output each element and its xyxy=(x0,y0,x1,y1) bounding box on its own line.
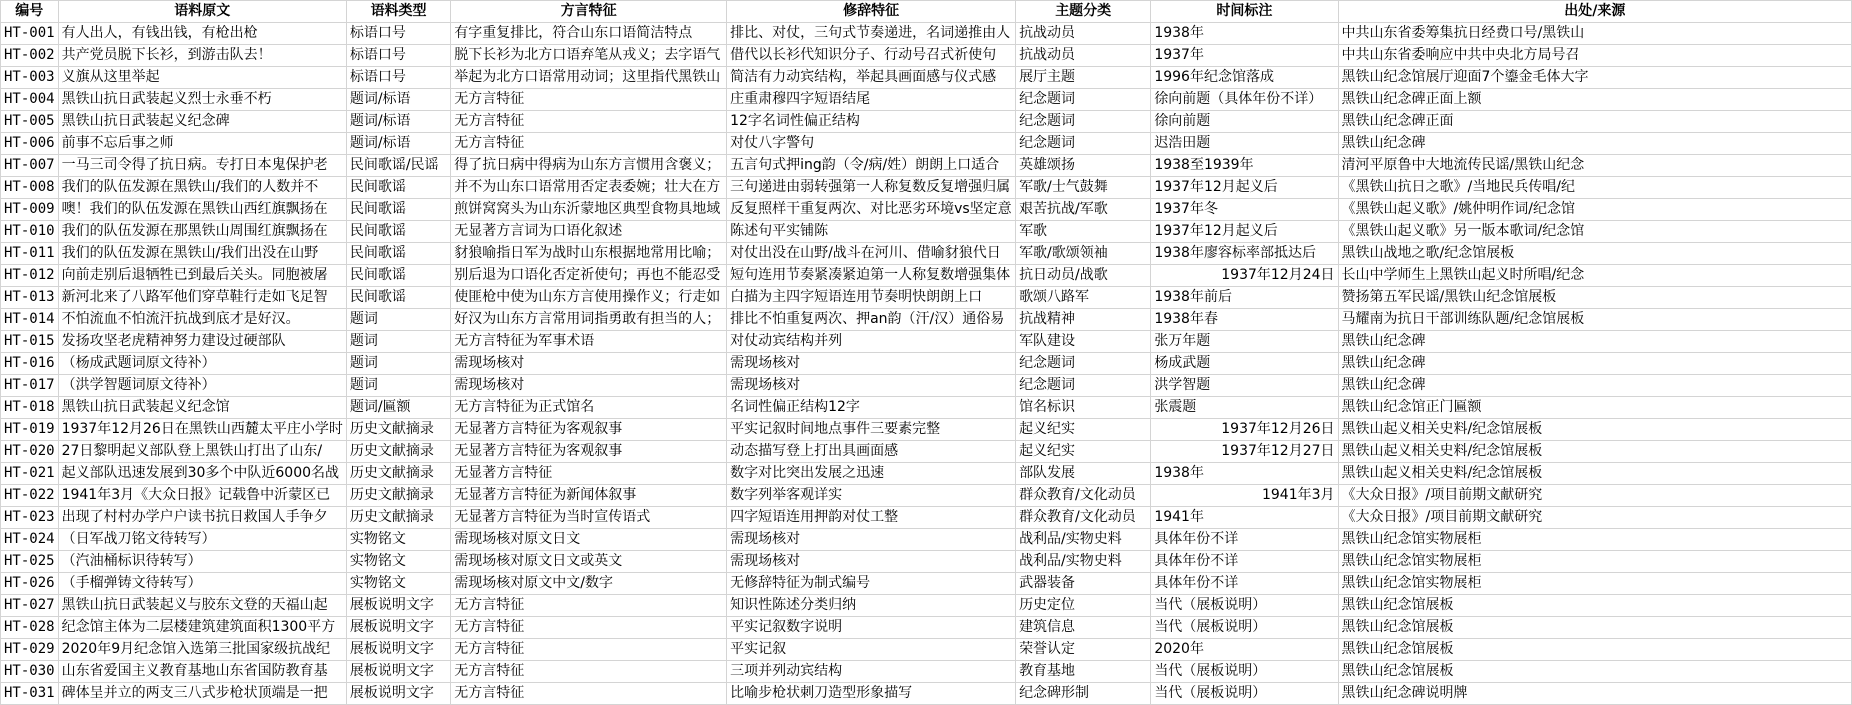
cell-id[interactable]: HT-024 xyxy=(1,529,59,551)
table-row[interactable] xyxy=(1,133,1852,155)
cell-type[interactable]: 标语口号 xyxy=(346,67,450,89)
table-row[interactable] xyxy=(1,221,1852,243)
table-row[interactable] xyxy=(1,111,1852,133)
cell-type[interactable]: 民间歌谣 xyxy=(346,177,450,199)
cell-rhetoric[interactable]: 庄重肃穆四字短语结尾 xyxy=(727,89,1016,111)
table-row[interactable] xyxy=(1,353,1852,375)
cell-source[interactable]: 《黑铁山抗日之歌》/当地民兵传唱/纪 xyxy=(1338,177,1851,199)
cell-type[interactable]: 标语口号 xyxy=(346,23,450,45)
cell-text[interactable]: 起义部队迅速发展到30多个中队近6000名战 xyxy=(58,463,346,485)
cell-time[interactable]: 1937年12月24日 xyxy=(1151,265,1338,287)
cell-dialect[interactable]: 得了抗日病中得病为山东方言惯用含褒义； xyxy=(451,155,727,177)
cell-id[interactable]: HT-026 xyxy=(1,573,59,595)
column-header-theme[interactable]: 主题分类 xyxy=(1016,1,1151,23)
cell-id[interactable]: HT-012 xyxy=(1,265,59,287)
cell-source[interactable]: 黑铁山战地之歌/纪念馆展板 xyxy=(1338,243,1851,265)
cell-source[interactable]: 黑铁山纪念碑说明牌 xyxy=(1338,683,1851,705)
cell-rhetoric[interactable]: 无修辞特征为制式编号 xyxy=(727,573,1016,595)
cell-time[interactable]: 洪学智题 xyxy=(1151,375,1338,397)
cell-source[interactable]: 黑铁山纪念馆实物展柜 xyxy=(1338,551,1851,573)
cell-rhetoric[interactable]: 12字名词性偏正结构 xyxy=(727,111,1016,133)
cell-rhetoric[interactable]: 动态描写登上打出具画面感 xyxy=(727,441,1016,463)
cell-rhetoric[interactable]: 对仗八字警句 xyxy=(727,133,1016,155)
cell-dialect[interactable]: 需现场核对原文日文 xyxy=(451,529,727,551)
cell-text[interactable]: 前事不忘后事之师 xyxy=(58,133,346,155)
cell-time[interactable]: 张万年题 xyxy=(1151,331,1338,353)
cell-source[interactable]: 黑铁山纪念碑 xyxy=(1338,133,1851,155)
table-row[interactable] xyxy=(1,265,1852,287)
cell-theme[interactable]: 荣誉认定 xyxy=(1016,639,1151,661)
cell-theme[interactable]: 抗战精神 xyxy=(1016,309,1151,331)
cell-dialect[interactable]: 脱下长衫为北方口语弃笔从戎义；去字语气 xyxy=(451,45,727,67)
cell-text[interactable]: （洪学智题词原文待补） xyxy=(58,375,346,397)
cell-dialect[interactable]: 无显著方言特征 xyxy=(451,463,727,485)
cell-text[interactable]: 黑铁山抗日武装起义烈士永垂不朽 xyxy=(58,89,346,111)
cell-dialect[interactable]: 无方言特征 xyxy=(451,111,727,133)
cell-id[interactable]: HT-017 xyxy=(1,375,59,397)
cell-dialect[interactable]: 无方言特征 xyxy=(451,683,727,705)
cell-id[interactable]: HT-013 xyxy=(1,287,59,309)
cell-rhetoric[interactable]: 借代以长衫代知识分子、行动号召式祈使句 xyxy=(727,45,1016,67)
cell-dialect[interactable]: 无方言特征为正式馆名 xyxy=(451,397,727,419)
cell-text[interactable]: 一马三司令得了抗日病。专打日本鬼保护老 xyxy=(58,155,346,177)
cell-theme[interactable]: 抗日动员/战歌 xyxy=(1016,265,1151,287)
cell-type[interactable]: 民间歌谣 xyxy=(346,287,450,309)
cell-rhetoric[interactable]: 平实记叙时间地点事件三要素完整 xyxy=(727,419,1016,441)
cell-time[interactable]: 1996年纪念馆落成 xyxy=(1151,67,1338,89)
cell-theme[interactable]: 纪念题词 xyxy=(1016,353,1151,375)
cell-source[interactable]: 黑铁山纪念馆展板 xyxy=(1338,617,1851,639)
cell-time[interactable]: 1938年春 xyxy=(1151,309,1338,331)
cell-time[interactable]: 1941年3月 xyxy=(1151,485,1338,507)
cell-rhetoric[interactable]: 对仗出没在山野/战斗在河川、借喻豺狼代日 xyxy=(727,243,1016,265)
cell-theme[interactable]: 纪念题词 xyxy=(1016,89,1151,111)
cell-dialect[interactable]: 需现场核对原文日文或英文 xyxy=(451,551,727,573)
table-row[interactable] xyxy=(1,683,1852,705)
cell-rhetoric[interactable]: 短句连用节奏紧凑紧迫第一人称复数增强集体 xyxy=(727,265,1016,287)
cell-theme[interactable]: 纪念题词 xyxy=(1016,375,1151,397)
cell-time[interactable]: 2020年 xyxy=(1151,639,1338,661)
cell-theme[interactable]: 军歌/歌颂领袖 xyxy=(1016,243,1151,265)
cell-type[interactable]: 题词/匾额 xyxy=(346,397,450,419)
cell-dialect[interactable]: 举起为北方口语常用动词；这里指代黑铁山 xyxy=(451,67,727,89)
cell-text[interactable]: 我们的队伍发源在黑铁山/我们出没在山野 xyxy=(58,243,346,265)
cell-theme[interactable]: 纪念题词 xyxy=(1016,111,1151,133)
cell-id[interactable]: HT-019 xyxy=(1,419,59,441)
cell-text[interactable]: 不怕流血不怕流汗抗战到底才是好汉。 xyxy=(58,309,346,331)
cell-theme[interactable]: 军歌 xyxy=(1016,221,1151,243)
cell-time[interactable]: 1937年12月起义后 xyxy=(1151,177,1338,199)
cell-type[interactable]: 民间歌谣 xyxy=(346,265,450,287)
cell-source[interactable]: 黑铁山起义相关史料/纪念馆展板 xyxy=(1338,463,1851,485)
cell-rhetoric[interactable]: 对仗动宾结构并列 xyxy=(727,331,1016,353)
cell-text[interactable]: 出现了村村办学户户读书抗日救国人手争夕 xyxy=(58,507,346,529)
cell-theme[interactable]: 起义纪实 xyxy=(1016,441,1151,463)
cell-time[interactable]: 徐向前题 xyxy=(1151,111,1338,133)
cell-source[interactable]: 《黑铁山起义歌》/姚仲明作词/纪念馆 xyxy=(1338,199,1851,221)
cell-source[interactable]: 《大众日报》/项目前期文献研究 xyxy=(1338,507,1851,529)
table-row[interactable] xyxy=(1,243,1852,265)
cell-id[interactable]: HT-010 xyxy=(1,221,59,243)
cell-theme[interactable]: 群众教育/文化动员 xyxy=(1016,507,1151,529)
cell-time[interactable]: 杨成武题 xyxy=(1151,353,1338,375)
cell-id[interactable]: HT-005 xyxy=(1,111,59,133)
cell-theme[interactable]: 抗战动员 xyxy=(1016,45,1151,67)
cell-type[interactable]: 实物铭文 xyxy=(346,551,450,573)
cell-source[interactable]: 《黑铁山起义歌》另一版本歌词/纪念馆 xyxy=(1338,221,1851,243)
cell-time[interactable]: 1937年 xyxy=(1151,45,1338,67)
cell-type[interactable]: 展板说明文字 xyxy=(346,683,450,705)
cell-text[interactable]: 黑铁山抗日武装起义纪念碑 xyxy=(58,111,346,133)
cell-dialect[interactable]: 需现场核对 xyxy=(451,375,727,397)
cell-type[interactable]: 题词/标语 xyxy=(346,111,450,133)
cell-source[interactable]: 黑铁山纪念馆正门匾额 xyxy=(1338,397,1851,419)
cell-text[interactable]: 1937年12月26日在黑铁山西麓太平庄小学时 xyxy=(58,419,346,441)
cell-id[interactable]: HT-028 xyxy=(1,617,59,639)
cell-id[interactable]: HT-001 xyxy=(1,23,59,45)
cell-rhetoric[interactable]: 四字短语连用押韵对仗工整 xyxy=(727,507,1016,529)
cell-text[interactable]: 黑铁山抗日武装起义纪念馆 xyxy=(58,397,346,419)
cell-source[interactable]: 《大众日报》/项目前期文献研究 xyxy=(1338,485,1851,507)
cell-rhetoric[interactable]: 反复照样干重复两次、对比恶劣环境vs坚定意 xyxy=(727,199,1016,221)
cell-dialect[interactable]: 别后退为口语化否定祈使句；再也不能忍受 xyxy=(451,265,727,287)
cell-type[interactable]: 民间歌谣 xyxy=(346,199,450,221)
table-row[interactable] xyxy=(1,639,1852,661)
cell-theme[interactable]: 历史定位 xyxy=(1016,595,1151,617)
cell-id[interactable]: HT-014 xyxy=(1,309,59,331)
cell-id[interactable]: HT-018 xyxy=(1,397,59,419)
cell-dialect[interactable]: 无显著方言特征为当时宣传语式 xyxy=(451,507,727,529)
cell-source[interactable]: 黑铁山纪念碑 xyxy=(1338,353,1851,375)
cell-theme[interactable]: 武器装备 xyxy=(1016,573,1151,595)
header-row xyxy=(1,1,1852,23)
cell-text[interactable]: 黑铁山抗日武装起义与胶东文登的天福山起 xyxy=(58,595,346,617)
cell-source[interactable]: 黑铁山纪念馆展板 xyxy=(1338,595,1851,617)
cell-time[interactable]: 1937年冬 xyxy=(1151,199,1338,221)
table-row[interactable] xyxy=(1,551,1852,573)
cell-theme[interactable]: 纪念题词 xyxy=(1016,133,1151,155)
cell-type[interactable]: 题词/标语 xyxy=(346,133,450,155)
cell-id[interactable]: HT-021 xyxy=(1,463,59,485)
table-row[interactable] xyxy=(1,45,1852,67)
cell-dialect[interactable]: 无显著方言特征为客观叙事 xyxy=(451,419,727,441)
cell-dialect[interactable]: 无方言特征 xyxy=(451,617,727,639)
table-row[interactable] xyxy=(1,661,1852,683)
cell-text[interactable]: 27日黎明起义部队登上黑铁山打出了山东/ xyxy=(58,441,346,463)
cell-rhetoric[interactable]: 需现场核对 xyxy=(727,529,1016,551)
table-body xyxy=(1,23,1852,705)
cell-theme[interactable]: 抗战动员 xyxy=(1016,23,1151,45)
cell-id[interactable]: HT-004 xyxy=(1,89,59,111)
cell-type[interactable]: 题词 xyxy=(346,375,450,397)
cell-theme[interactable]: 战利品/实物史料 xyxy=(1016,551,1151,573)
cell-text[interactable]: 发扬攻坚老虎精神努力建设过硬部队 xyxy=(58,331,346,353)
cell-source[interactable]: 黑铁山纪念馆展厅迎面7个鎏金毛体大字 xyxy=(1338,67,1851,89)
cell-theme[interactable]: 英雄颂扬 xyxy=(1016,155,1151,177)
column-header-type[interactable]: 语料类型 xyxy=(346,1,450,23)
cell-source[interactable]: 黑铁山起义相关史料/纪念馆展板 xyxy=(1338,441,1851,463)
cell-text[interactable]: 我们的队伍发源在那黑铁山周围红旗飘扬在 xyxy=(58,221,346,243)
cell-id[interactable]: HT-020 xyxy=(1,441,59,463)
cell-dialect[interactable]: 并不为山东口语常用否定表委婉；壮大在方 xyxy=(451,177,727,199)
table-row[interactable] xyxy=(1,67,1852,89)
cell-id[interactable]: HT-023 xyxy=(1,507,59,529)
cell-theme[interactable]: 起义纪实 xyxy=(1016,419,1151,441)
table-row[interactable] xyxy=(1,441,1852,463)
cell-id[interactable]: HT-025 xyxy=(1,551,59,573)
table-row[interactable] xyxy=(1,177,1852,199)
cell-time[interactable]: 1937年12月27日 xyxy=(1151,441,1338,463)
cell-type[interactable]: 展板说明文字 xyxy=(346,639,450,661)
cell-dialect[interactable]: 无方言特征为军事术语 xyxy=(451,331,727,353)
cell-type[interactable]: 题词/标语 xyxy=(346,89,450,111)
cell-text[interactable]: （日军战刀铭文待转写） xyxy=(58,529,346,551)
cell-source[interactable]: 长山中学师生上黑铁山起义时所唱/纪念 xyxy=(1338,265,1851,287)
cell-text[interactable]: 有人出人，有钱出钱，有枪出枪 xyxy=(58,23,346,45)
cell-source[interactable]: 黑铁山纪念馆展板 xyxy=(1338,639,1851,661)
cell-id[interactable]: HT-009 xyxy=(1,199,59,221)
cell-id[interactable]: HT-008 xyxy=(1,177,59,199)
cell-rhetoric[interactable]: 平实记叙数字说明 xyxy=(727,617,1016,639)
cell-dialect[interactable]: 无方言特征 xyxy=(451,639,727,661)
cell-theme[interactable]: 教育基地 xyxy=(1016,661,1151,683)
cell-theme[interactable]: 群众教育/文化动员 xyxy=(1016,485,1151,507)
cell-dialect[interactable]: 无方言特征 xyxy=(451,595,727,617)
cell-type[interactable]: 题词 xyxy=(346,331,450,353)
cell-source[interactable]: 黑铁山纪念碑正面上额 xyxy=(1338,89,1851,111)
cell-type[interactable]: 历史文献摘录 xyxy=(346,419,450,441)
cell-id[interactable]: HT-003 xyxy=(1,67,59,89)
cell-dialect[interactable]: 无显著方言词为口语化叙述 xyxy=(451,221,727,243)
cell-id[interactable]: HT-029 xyxy=(1,639,59,661)
cell-text[interactable]: 碑体呈并立的两支三八式步枪状顶端是一把 xyxy=(58,683,346,705)
cell-text[interactable]: 山东省爱国主义教育基地山东省国防教育基 xyxy=(58,661,346,683)
cell-text[interactable]: 噢！我们的队伍发源在黑铁山西红旗飘扬在 xyxy=(58,199,346,221)
cell-type[interactable]: 民间歌谣 xyxy=(346,221,450,243)
cell-time[interactable]: 1938年 xyxy=(1151,23,1338,45)
cell-time[interactable]: 当代（展板说明） xyxy=(1151,617,1338,639)
cell-type[interactable]: 历史文献摘录 xyxy=(346,441,450,463)
cell-type[interactable]: 民间歌谣/民谣 xyxy=(346,155,450,177)
cell-dialect[interactable]: 无显著方言特征为客观叙事 xyxy=(451,441,727,463)
cell-type[interactable]: 实物铭文 xyxy=(346,529,450,551)
cell-id[interactable]: HT-015 xyxy=(1,331,59,353)
cell-id[interactable]: HT-022 xyxy=(1,485,59,507)
table-row[interactable] xyxy=(1,419,1852,441)
cell-time[interactable]: 当代（展板说明） xyxy=(1151,683,1338,705)
cell-text[interactable]: 共产党员脱下长衫，到游击队去！ xyxy=(58,45,346,67)
cell-type[interactable]: 展板说明文字 xyxy=(346,661,450,683)
table-row[interactable] xyxy=(1,507,1852,529)
cell-rhetoric[interactable]: 名词性偏正结构12字 xyxy=(727,397,1016,419)
table-row[interactable] xyxy=(1,617,1852,639)
cell-source[interactable]: 中共山东省委筹集抗日经费口号/黑铁山 xyxy=(1338,23,1851,45)
cell-rhetoric[interactable]: 数字对比突出发展之迅速 xyxy=(727,463,1016,485)
table-row[interactable] xyxy=(1,287,1852,309)
cell-type[interactable]: 题词 xyxy=(346,353,450,375)
cell-theme[interactable]: 展厅主题 xyxy=(1016,67,1151,89)
column-header-time[interactable]: 时间标注 xyxy=(1151,1,1338,23)
cell-time[interactable]: 1941年 xyxy=(1151,507,1338,529)
table-row[interactable] xyxy=(1,573,1852,595)
cell-type[interactable]: 题词 xyxy=(346,309,450,331)
cell-rhetoric[interactable]: 五言句式押ing韵（令/病/姓）朗朗上口适合 xyxy=(727,155,1016,177)
cell-time[interactable]: 具体年份不详 xyxy=(1151,573,1338,595)
cell-source[interactable]: 马耀南为抗日干部训练队题/纪念馆展板 xyxy=(1338,309,1851,331)
cell-text[interactable]: （手榴弹铸文待转写） xyxy=(58,573,346,595)
cell-type[interactable]: 实物铭文 xyxy=(346,573,450,595)
cell-type[interactable]: 历史文献摘录 xyxy=(346,507,450,529)
cell-text[interactable]: （汽油桶标识待转写） xyxy=(58,551,346,573)
table-row[interactable] xyxy=(1,397,1852,419)
cell-type[interactable]: 展板说明文字 xyxy=(346,617,450,639)
cell-rhetoric[interactable]: 三项并列动宾结构 xyxy=(727,661,1016,683)
cell-time[interactable]: 当代（展板说明） xyxy=(1151,595,1338,617)
table-row[interactable] xyxy=(1,199,1852,221)
cell-rhetoric[interactable]: 需现场核对 xyxy=(727,353,1016,375)
cell-dialect[interactable]: 无方言特征 xyxy=(451,89,727,111)
cell-source[interactable]: 黑铁山纪念碑 xyxy=(1338,331,1851,353)
cell-dialect[interactable]: 无显著方言特征为新闻体叙事 xyxy=(451,485,727,507)
cell-theme[interactable]: 纪念碑形制 xyxy=(1016,683,1151,705)
cell-theme[interactable]: 军歌/士气鼓舞 xyxy=(1016,177,1151,199)
cell-type[interactable]: 民间歌谣 xyxy=(346,243,450,265)
cell-rhetoric[interactable]: 知识性陈述分类归纳 xyxy=(727,595,1016,617)
cell-theme[interactable]: 歌颂八路军 xyxy=(1016,287,1151,309)
cell-dialect[interactable]: 使匪枪中使为山东方言使用操作义；行走如 xyxy=(451,287,727,309)
table-row[interactable] xyxy=(1,485,1852,507)
cell-rhetoric[interactable]: 排比不怕重复两次、押an韵（汗/汉）通俗易 xyxy=(727,309,1016,331)
cell-time[interactable]: 当代（展板说明） xyxy=(1151,661,1338,683)
table-row[interactable] xyxy=(1,529,1852,551)
cell-dialect[interactable]: 无方言特征 xyxy=(451,133,727,155)
cell-type[interactable]: 展板说明文字 xyxy=(346,595,450,617)
cell-time[interactable]: 具体年份不详 xyxy=(1151,529,1338,551)
cell-type[interactable]: 标语口号 xyxy=(346,45,450,67)
cell-time[interactable]: 1938至1939年 xyxy=(1151,155,1338,177)
column-header-rhetoric[interactable]: 修辞特征 xyxy=(727,1,1016,23)
cell-id[interactable]: HT-006 xyxy=(1,133,59,155)
cell-id[interactable]: HT-027 xyxy=(1,595,59,617)
column-header-source[interactable]: 出处/来源 xyxy=(1338,1,1851,23)
cell-time[interactable]: 1938年廖容标率部抵达后 xyxy=(1151,243,1338,265)
table-row[interactable] xyxy=(1,331,1852,353)
cell-theme[interactable]: 建筑信息 xyxy=(1016,617,1151,639)
cell-source[interactable]: 清河平原鲁中大地流传民谣/黑铁山纪念 xyxy=(1338,155,1851,177)
cell-dialect[interactable]: 需现场核对原文中文/数字 xyxy=(451,573,727,595)
cell-time[interactable]: 1938年前后 xyxy=(1151,287,1338,309)
table-row[interactable] xyxy=(1,155,1852,177)
cell-dialect[interactable]: 豺狼喻指日军为战时山东根据地常用比喻； xyxy=(451,243,727,265)
cell-rhetoric[interactable]: 陈述句平实铺陈 xyxy=(727,221,1016,243)
cell-rhetoric[interactable]: 平实记叙 xyxy=(727,639,1016,661)
cell-text[interactable]: 新河北来了八路军他们穿草鞋行走如飞足智 xyxy=(58,287,346,309)
cell-text[interactable]: 义旗从这里举起 xyxy=(58,67,346,89)
cell-id[interactable]: HT-011 xyxy=(1,243,59,265)
cell-type[interactable]: 历史文献摘录 xyxy=(346,485,450,507)
cell-theme[interactable]: 军队建设 xyxy=(1016,331,1151,353)
cell-type[interactable]: 历史文献摘录 xyxy=(346,463,450,485)
cell-rhetoric[interactable]: 比喻步枪状刺刀造型形象描写 xyxy=(727,683,1016,705)
cell-id[interactable]: HT-030 xyxy=(1,661,59,683)
cell-rhetoric[interactable]: 需现场核对 xyxy=(727,551,1016,573)
cell-theme[interactable]: 馆名标识 xyxy=(1016,397,1151,419)
cell-source[interactable]: 黑铁山起义相关史料/纪念馆展板 xyxy=(1338,419,1851,441)
table-row[interactable] xyxy=(1,23,1852,45)
cell-time[interactable]: 徐向前题（具体年份不详） xyxy=(1151,89,1338,111)
table-row[interactable] xyxy=(1,375,1852,397)
cell-source[interactable]: 中共山东省委响应中共中央北方局号召 xyxy=(1338,45,1851,67)
cell-source[interactable]: 黑铁山纪念馆实物展柜 xyxy=(1338,573,1851,595)
cell-dialect[interactable]: 好汉为山东方言常用词指勇敢有担当的人； xyxy=(451,309,727,331)
cell-id[interactable]: HT-031 xyxy=(1,683,59,705)
cell-rhetoric[interactable]: 数字列举客观详实 xyxy=(727,485,1016,507)
cell-id[interactable]: HT-002 xyxy=(1,45,59,67)
cell-id[interactable]: HT-007 xyxy=(1,155,59,177)
column-header-id[interactable]: 编号 xyxy=(1,1,59,23)
cell-text[interactable]: （杨成武题词原文待补） xyxy=(58,353,346,375)
column-header-text[interactable]: 语料原文 xyxy=(58,1,346,23)
cell-time[interactable]: 1938年 xyxy=(1151,463,1338,485)
cell-source[interactable]: 黑铁山纪念馆展板 xyxy=(1338,661,1851,683)
table-row[interactable] xyxy=(1,89,1852,111)
table-row[interactable] xyxy=(1,309,1852,331)
cell-rhetoric[interactable]: 排比、对仗，三句式节奏递进，名词递推由人 xyxy=(727,23,1016,45)
cell-text[interactable]: 2020年9月纪念馆入选第三批国家级抗战纪 xyxy=(58,639,346,661)
cell-id[interactable]: HT-016 xyxy=(1,353,59,375)
cell-time[interactable]: 1937年12月26日 xyxy=(1151,419,1338,441)
cell-time[interactable]: 1937年12月起义后 xyxy=(1151,221,1338,243)
cell-rhetoric[interactable]: 需现场核对 xyxy=(727,375,1016,397)
column-header-dialect[interactable]: 方言特征 xyxy=(451,1,727,23)
cell-theme[interactable]: 战利品/实物史料 xyxy=(1016,529,1151,551)
cell-theme[interactable]: 部队发展 xyxy=(1016,463,1151,485)
cell-time[interactable]: 迟浩田题 xyxy=(1151,133,1338,155)
cell-rhetoric[interactable]: 简洁有力动宾结构，举起具画面感与仪式感 xyxy=(727,67,1016,89)
cell-time[interactable]: 张震题 xyxy=(1151,397,1338,419)
cell-rhetoric[interactable]: 三句递进由弱转强第一人称复数反复增强归属 xyxy=(727,177,1016,199)
cell-dialect[interactable]: 煎饼窝窝头为山东沂蒙地区典型食物具地域 xyxy=(451,199,727,221)
cell-source[interactable]: 赞扬第五军民谣/黑铁山纪念馆展板 xyxy=(1338,287,1851,309)
cell-dialect[interactable]: 有字重复排比，符合山东口语简洁特点 xyxy=(451,23,727,45)
cell-dialect[interactable]: 无方言特征 xyxy=(451,661,727,683)
cell-dialect[interactable]: 需现场核对 xyxy=(451,353,727,375)
cell-source[interactable]: 黑铁山纪念碑 xyxy=(1338,375,1851,397)
cell-text[interactable]: 向前走别后退牺牲已到最后关头。同胞被屠 xyxy=(58,265,346,287)
cell-source[interactable]: 黑铁山纪念馆实物展柜 xyxy=(1338,529,1851,551)
cell-time[interactable]: 具体年份不详 xyxy=(1151,551,1338,573)
table-row[interactable] xyxy=(1,595,1852,617)
cell-text[interactable]: 纪念馆主体为二层楼建筑建筑面积1300平方 xyxy=(58,617,346,639)
table-row[interactable] xyxy=(1,463,1852,485)
cell-text[interactable]: 我们的队伍发源在黑铁山/我们的人数并不 xyxy=(58,177,346,199)
cell-theme[interactable]: 艰苦抗战/军歌 xyxy=(1016,199,1151,221)
cell-text[interactable]: 1941年3月《大众日报》记载鲁中沂蒙区已 xyxy=(58,485,346,507)
cell-source[interactable]: 黑铁山纪念碑正面 xyxy=(1338,111,1851,133)
cell-rhetoric[interactable]: 白描为主四字短语连用节奏明快朗朗上口 xyxy=(727,287,1016,309)
